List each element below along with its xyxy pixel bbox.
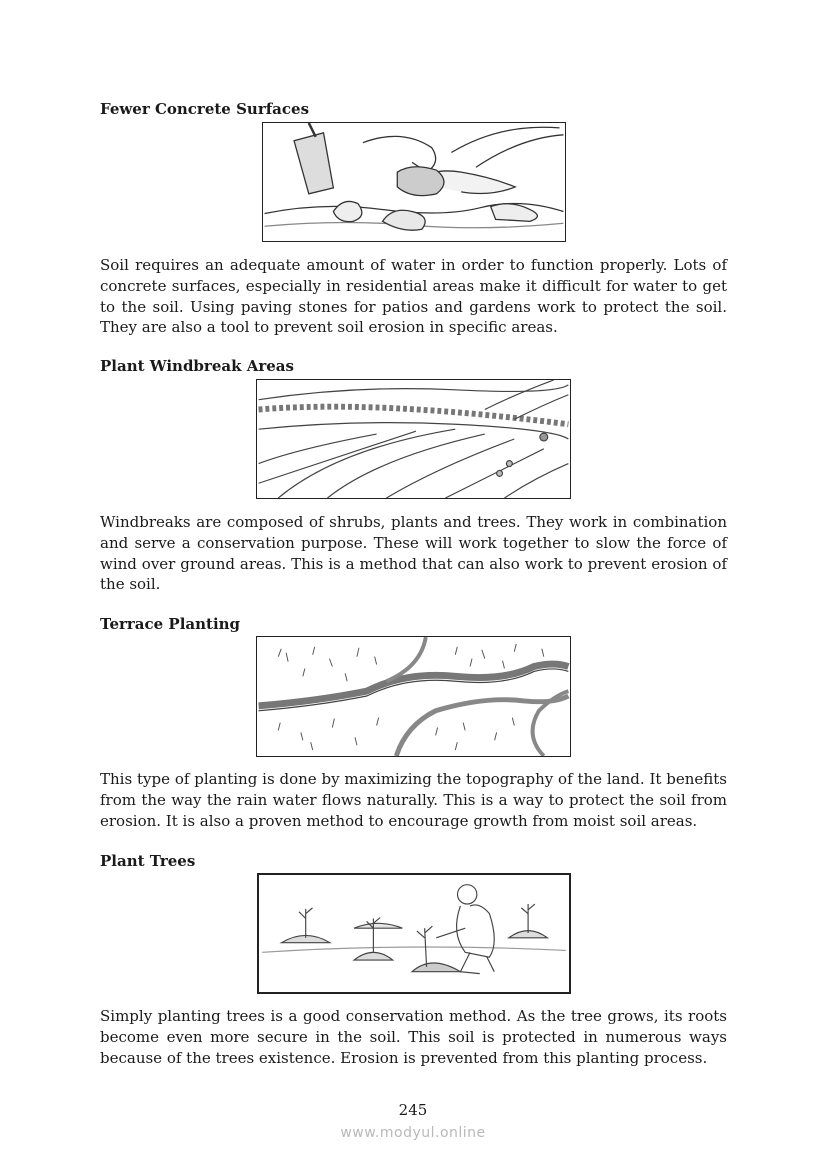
- hands-holding-soil-icon: [262, 122, 566, 242]
- section-heading: Fewer Concrete Surfaces: [100, 100, 310, 118]
- section-paragraph: This type of planting is done by maximizing the topography of the land. It benefits from the way the rain water flows naturally. This is a way to protect the soil from erosion. It is also a proven method to encourage growth from moist soil areas.: [100, 770, 727, 830]
- section-paragraph: Windbreaks are composed of shrubs, plants and trees. They work in combination and serve a conservation purpose. These will work together to slow the force of wind over ground areas. This is a method that can also work to prevent erosion of the soil.: [100, 513, 727, 594]
- section-plant-trees: [100, 852, 727, 870]
- girl-planting-trees-icon: [257, 873, 571, 994]
- watermark: www.modyul.online: [340, 1125, 486, 1141]
- section-paragraph: Soil requires an adequate amount of water in order to function properly. Lots of concrete surfaces, especially in residential areas make it difficult for water to get to the soil. Using paving stones for patios and gardens work to protect the soil. They are also a tool to prevent soil erosion in specific areas.: [100, 256, 727, 337]
- section-heading: Terrace Planting: [100, 615, 241, 633]
- terrace-field-icon: [256, 636, 571, 757]
- page-number: 245: [398, 1101, 428, 1119]
- section-fewer-concrete: [100, 100, 727, 118]
- windbreak-field-icon: [256, 379, 571, 499]
- section-terrace: [100, 615, 727, 633]
- section-paragraph: Simply planting trees is a good conservation method. As the tree grows, its roots become even more secure in the soil. This soil is protected in numerous ways because of the trees existence. Erosion is prevented from this planting process.: [100, 1007, 727, 1067]
- section-heading: Plant Trees: [100, 852, 196, 870]
- section-windbreak: [100, 357, 727, 375]
- section-heading: Plant Windbreak Areas: [100, 357, 294, 375]
